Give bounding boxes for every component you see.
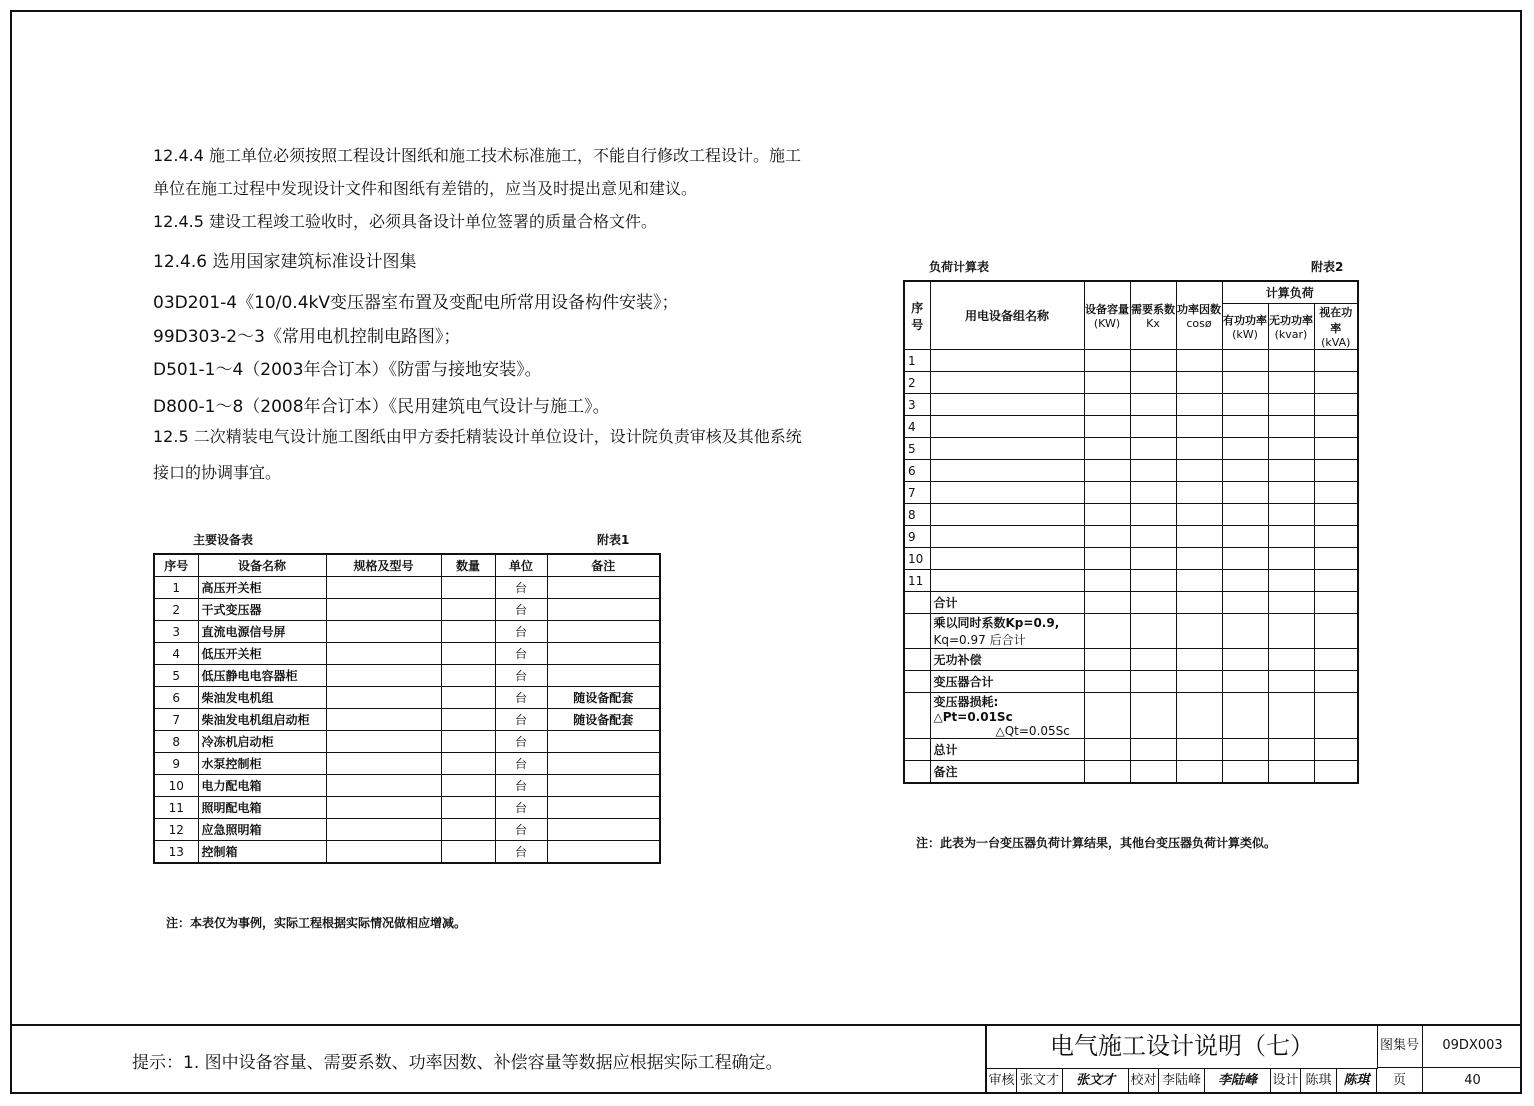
table-cell	[1314, 570, 1358, 592]
row-index: 9	[904, 526, 930, 548]
table-cell	[326, 709, 441, 731]
table-cell	[1176, 416, 1222, 438]
table-cell	[326, 753, 441, 775]
col-header: 序号	[154, 554, 198, 577]
table-cell	[930, 460, 1084, 482]
atlas-number: 09DX003	[1423, 1024, 1522, 1068]
table-cell	[1084, 570, 1130, 592]
loss-line1: 变压器损耗: △Pt=0.01Sc	[933, 695, 1013, 724]
cap-unit: (KW)	[1093, 317, 1121, 330]
table-cell: 电力配电箱	[198, 775, 326, 797]
table-cell	[441, 577, 495, 599]
page-label: 页	[1377, 1068, 1423, 1094]
table-cell: 直流电源信号屏	[198, 621, 326, 643]
table-cell	[1314, 438, 1358, 460]
table-cell	[1268, 438, 1314, 460]
standard-ref-3: D501-1～4（2003年合订本）《防雷与接地安装》。	[153, 360, 542, 380]
table-cell	[1176, 460, 1222, 482]
table-cell	[1130, 526, 1176, 548]
row-index: 6	[904, 460, 930, 482]
table-cell	[326, 687, 441, 709]
table-cell	[1314, 460, 1358, 482]
table-cell: 干式变压器	[198, 599, 326, 621]
kx-unit: Kx	[1146, 317, 1160, 330]
col-header	[1314, 304, 1358, 350]
table-cell	[1130, 504, 1176, 526]
table-cell: 台	[495, 753, 547, 775]
table-row	[154, 643, 660, 665]
table-row	[904, 649, 1358, 671]
checker-name: 李陆峰	[1159, 1068, 1205, 1094]
table-cell: 冷冻机启动柜	[198, 731, 326, 753]
table-cell	[1222, 416, 1268, 438]
table-cell: 台	[495, 819, 547, 841]
table-cell	[930, 570, 1084, 592]
standard-ref-1: 03D201-4《10/0.4kV变压器室布置及变配电所常用设备构件安装》；	[153, 293, 679, 313]
table-cell: 应急照明箱	[198, 819, 326, 841]
clause-12-5-line2: 接口的协调事宜。	[153, 463, 282, 482]
table-row	[154, 797, 660, 819]
table-row	[904, 416, 1358, 438]
table-cell	[1268, 570, 1314, 592]
table-header-row	[154, 554, 660, 577]
col-header: 单位	[495, 554, 547, 577]
table-cell	[1222, 548, 1268, 570]
table-cell	[441, 687, 495, 709]
table-row	[154, 665, 660, 687]
table-cell	[547, 599, 660, 621]
table-header-row	[904, 281, 1358, 304]
table-cell: 随设备配套	[547, 709, 660, 731]
table-row	[904, 570, 1358, 592]
table-cell	[1176, 504, 1222, 526]
col-header: 用电设备组名称	[930, 281, 1084, 350]
col-header	[1268, 304, 1314, 350]
table2-appendix: 附表2	[1311, 260, 1344, 274]
table2-note: 注：此表为一台变压器负荷计算结果，其他台变压器负荷计算类似。	[916, 836, 1277, 850]
table-cell	[1268, 394, 1314, 416]
table-row	[154, 841, 660, 864]
table-cell	[1176, 394, 1222, 416]
standard-ref-4: D800-1～8（2008年合订本）《民用建筑电气设计与施工》。	[153, 397, 610, 417]
table-cell	[441, 599, 495, 621]
table-cell	[441, 819, 495, 841]
table-cell	[1314, 504, 1358, 526]
table-cell	[326, 665, 441, 687]
table-cell	[930, 504, 1084, 526]
table-cell	[1222, 350, 1268, 372]
p-header: 有功功率	[1223, 314, 1267, 327]
table-cell	[1268, 548, 1314, 570]
table-cell	[547, 643, 660, 665]
table-cell	[1268, 526, 1314, 548]
table-cell	[930, 482, 1084, 504]
row-index: 8	[904, 504, 930, 526]
table-cell: 柴油发电机组	[198, 687, 326, 709]
table-cell	[1176, 438, 1222, 460]
col-header	[1176, 281, 1222, 350]
clause-12-5-line1: 12.5 二次精装电气设计施工图纸由甲方委托精装设计单位设计，设计院负责审核及其他系统	[153, 427, 802, 446]
table-cell	[1176, 570, 1222, 592]
table-cell	[326, 797, 441, 819]
load-calc-table	[903, 280, 1359, 784]
table-cell	[1084, 526, 1130, 548]
design-label: 设计	[1271, 1068, 1301, 1094]
table-cell	[547, 577, 660, 599]
table-cell	[441, 731, 495, 753]
table-cell	[1176, 548, 1222, 570]
table-cell: 台	[495, 731, 547, 753]
table-cell	[1314, 350, 1358, 372]
table-cell: 台	[495, 709, 547, 731]
table-cell	[1130, 438, 1176, 460]
table-cell: 7	[154, 709, 198, 731]
table-cell	[1084, 460, 1130, 482]
table-cell: 6	[154, 687, 198, 709]
table-cell: 控制箱	[198, 841, 326, 864]
table-cell: 台	[495, 775, 547, 797]
table-cell	[326, 819, 441, 841]
tip-text: 提示：1. 图中设备容量、需要系数、功率因数、补偿容量等数据应根据实际工程确定。	[132, 1053, 783, 1073]
col-header	[1130, 281, 1176, 350]
standard-ref-2: 99D303-2～3《常用电机控制电路图》；	[153, 327, 461, 347]
table-cell	[1130, 460, 1176, 482]
table-cell	[1130, 570, 1176, 592]
table-cell: 低压静电电容器柜	[198, 665, 326, 687]
table-row	[154, 731, 660, 753]
clause-12-4-5: 12.4.5 建设工程竣工验收时，必须具备设计单位签署的质量合格文件。	[153, 212, 657, 231]
row-index: 4	[904, 416, 930, 438]
table-cell	[1176, 350, 1222, 372]
coef-label	[930, 614, 1084, 649]
table-cell: 2	[154, 599, 198, 621]
table-row	[904, 592, 1358, 614]
table-cell	[1314, 416, 1358, 438]
table-cell	[326, 775, 441, 797]
table-cell	[1314, 548, 1358, 570]
col-header: 数量	[441, 554, 495, 577]
col-header: 备注	[547, 554, 660, 577]
table-row	[904, 693, 1358, 739]
table-row	[904, 548, 1358, 570]
check-label: 校对	[1129, 1068, 1159, 1094]
table-row	[154, 819, 660, 841]
table-cell	[1130, 394, 1176, 416]
col-header: 计算负荷	[1222, 281, 1358, 304]
designer-signature: 陈琪	[1337, 1068, 1377, 1094]
table-cell	[441, 797, 495, 819]
table-row	[154, 621, 660, 643]
table-cell	[1268, 416, 1314, 438]
table-cell	[1222, 438, 1268, 460]
table-cell	[547, 819, 660, 841]
table-cell: 台	[495, 841, 547, 864]
table-cell	[1268, 482, 1314, 504]
checker-signature: 李陆峰	[1205, 1068, 1271, 1094]
table-row	[904, 394, 1358, 416]
table-row	[904, 526, 1358, 548]
p-unit: (kW)	[1232, 328, 1258, 341]
table1-caption: 主要设备表	[193, 533, 254, 547]
pf-header: 功率因数	[1177, 303, 1221, 316]
table-cell	[930, 548, 1084, 570]
q-header: 无功功率	[1269, 314, 1313, 327]
coef-line1: 乘以同时系数Kp=0.9,	[933, 616, 1060, 630]
loss-label	[930, 693, 1084, 739]
table-cell	[441, 753, 495, 775]
remark-label: 备注	[930, 761, 1084, 784]
table1-note: 注：本表仅为事例，实际工程根据实际情况做相应增减。	[166, 916, 467, 930]
table-row	[154, 599, 660, 621]
table-cell: 台	[495, 577, 547, 599]
table-cell	[441, 665, 495, 687]
row-index: 1	[904, 350, 930, 372]
loss-line2: △Qt=0.05Sc	[995, 724, 1070, 738]
table-cell	[1314, 394, 1358, 416]
table-row	[154, 775, 660, 797]
table-cell: 11	[154, 797, 198, 819]
grand-total-label: 总计	[930, 739, 1084, 761]
table-row	[154, 753, 660, 775]
table-cell	[326, 731, 441, 753]
table-cell	[930, 394, 1084, 416]
col-header	[1222, 304, 1268, 350]
table-cell	[1314, 482, 1358, 504]
col-header: 设备名称	[198, 554, 326, 577]
table-cell	[930, 526, 1084, 548]
table1-appendix: 附表1	[597, 533, 630, 547]
table-cell	[1222, 372, 1268, 394]
table-cell	[1268, 350, 1314, 372]
table-row	[154, 577, 660, 599]
table-cell	[441, 841, 495, 864]
table-cell: 台	[495, 643, 547, 665]
table-cell: 台	[495, 599, 547, 621]
table-cell	[1222, 482, 1268, 504]
reviewer-name: 张文才	[1017, 1068, 1063, 1094]
col-header: 规格及型号	[326, 554, 441, 577]
table-cell	[1176, 372, 1222, 394]
table-cell	[1314, 372, 1358, 394]
review-label: 审核	[987, 1068, 1017, 1094]
total-label: 合计	[930, 592, 1084, 614]
equipment-table	[153, 553, 661, 864]
row-index: 7	[904, 482, 930, 504]
table-cell	[1084, 438, 1130, 460]
table-cell: 4	[154, 643, 198, 665]
table-cell	[1084, 372, 1130, 394]
row-index: 3	[904, 394, 930, 416]
table-cell	[1222, 570, 1268, 592]
row-index: 5	[904, 438, 930, 460]
index-header: 序号	[911, 300, 924, 332]
table-cell	[547, 731, 660, 753]
table-cell: 高压开关柜	[198, 577, 326, 599]
table-row	[904, 350, 1358, 372]
table-cell: 台	[495, 797, 547, 819]
table-cell	[930, 350, 1084, 372]
table-cell	[1222, 526, 1268, 548]
table-row	[904, 482, 1358, 504]
table-cell	[1084, 504, 1130, 526]
kx-header: 需要系数	[1131, 303, 1175, 316]
table-cell: 12	[154, 819, 198, 841]
atlas-label: 图集号	[1377, 1024, 1423, 1068]
table-row	[904, 739, 1358, 761]
table-row	[904, 614, 1358, 649]
pf-unit: cosø	[1186, 317, 1212, 330]
table-cell	[1130, 372, 1176, 394]
table-cell: 柴油发电机组启动柜	[198, 709, 326, 731]
table-cell	[1130, 482, 1176, 504]
clause-12-4-4-line2: 单位在施工过程中发现设计文件和图纸有差错的，应当及时提出意见和建议。	[153, 179, 698, 198]
table-cell	[1314, 526, 1358, 548]
table-cell: 10	[154, 775, 198, 797]
table-cell	[441, 775, 495, 797]
table-cell	[1084, 394, 1130, 416]
table-cell	[441, 621, 495, 643]
q-unit: (kvar)	[1274, 328, 1308, 341]
table-row	[904, 372, 1358, 394]
table-cell: 低压开关柜	[198, 643, 326, 665]
table-cell	[441, 709, 495, 731]
table-cell	[547, 621, 660, 643]
table-cell	[1268, 372, 1314, 394]
table-cell	[1084, 482, 1130, 504]
cap-header: 设备容量	[1085, 303, 1129, 316]
table-cell	[326, 643, 441, 665]
table-cell	[930, 438, 1084, 460]
table-cell	[1130, 548, 1176, 570]
row-index: 11	[904, 570, 930, 592]
table-row	[154, 709, 660, 731]
table-cell	[1176, 526, 1222, 548]
col-header	[1084, 281, 1130, 350]
page-number: 40	[1464, 1073, 1481, 1088]
table-cell: 照明配电箱	[198, 797, 326, 819]
clause-12-4-4-line1: 12.4.4 施工单位必须按照工程设计图纸和施工技术标准施工，不能自行修改工程设计。施工	[153, 146, 801, 165]
table-cell	[326, 621, 441, 643]
table-cell	[1130, 416, 1176, 438]
designer-name: 陈琪	[1301, 1068, 1337, 1094]
table-cell	[1222, 394, 1268, 416]
table-cell: 8	[154, 731, 198, 753]
table-row	[154, 687, 660, 709]
table-cell: 1	[154, 577, 198, 599]
table-cell	[1176, 482, 1222, 504]
table-cell	[547, 797, 660, 819]
table-cell	[1268, 504, 1314, 526]
table-cell	[547, 841, 660, 864]
s-header: 视在功率	[1319, 306, 1353, 335]
table-row	[904, 460, 1358, 482]
coef-line2: Kq=0.97 后合计	[933, 633, 1026, 647]
table-cell	[1222, 460, 1268, 482]
row-index: 10	[904, 548, 930, 570]
table-cell	[930, 372, 1084, 394]
table-cell	[441, 643, 495, 665]
comp-label: 无功补偿	[930, 649, 1084, 671]
table-cell: 台	[495, 621, 547, 643]
table-cell	[326, 577, 441, 599]
table-cell	[1268, 460, 1314, 482]
table-cell	[930, 416, 1084, 438]
table2-caption: 负荷计算表	[929, 260, 990, 274]
row-index: 2	[904, 372, 930, 394]
reviewer-signature: 张文才	[1063, 1068, 1129, 1094]
drawing-title: 电气施工设计说明（七）	[987, 1024, 1378, 1069]
table-cell	[1084, 416, 1130, 438]
table-row	[904, 504, 1358, 526]
table-cell	[547, 665, 660, 687]
table-row	[904, 671, 1358, 693]
clause-12-4-6: 12.4.6 选用国家建筑标准设计图集	[153, 252, 417, 272]
table-cell: 台	[495, 665, 547, 687]
table-cell: 台	[495, 687, 547, 709]
table-cell	[1222, 504, 1268, 526]
table-row	[904, 438, 1358, 460]
table-cell: 随设备配套	[547, 687, 660, 709]
tx-total-label: 变压器合计	[930, 671, 1084, 693]
table-cell: 3	[154, 621, 198, 643]
table-cell	[1084, 548, 1130, 570]
col-header	[904, 281, 930, 350]
table-cell: 5	[154, 665, 198, 687]
table-cell	[326, 841, 441, 864]
table-row	[904, 761, 1358, 784]
table-cell	[1130, 350, 1176, 372]
table-cell	[547, 775, 660, 797]
table-cell: 9	[154, 753, 198, 775]
table-cell: 13	[154, 841, 198, 864]
s-unit: (kVA)	[1321, 336, 1351, 349]
title-block	[985, 1024, 1520, 1094]
table-cell	[547, 753, 660, 775]
table-cell: 水泵控制柜	[198, 753, 326, 775]
table-cell	[326, 599, 441, 621]
table-cell	[1084, 350, 1130, 372]
